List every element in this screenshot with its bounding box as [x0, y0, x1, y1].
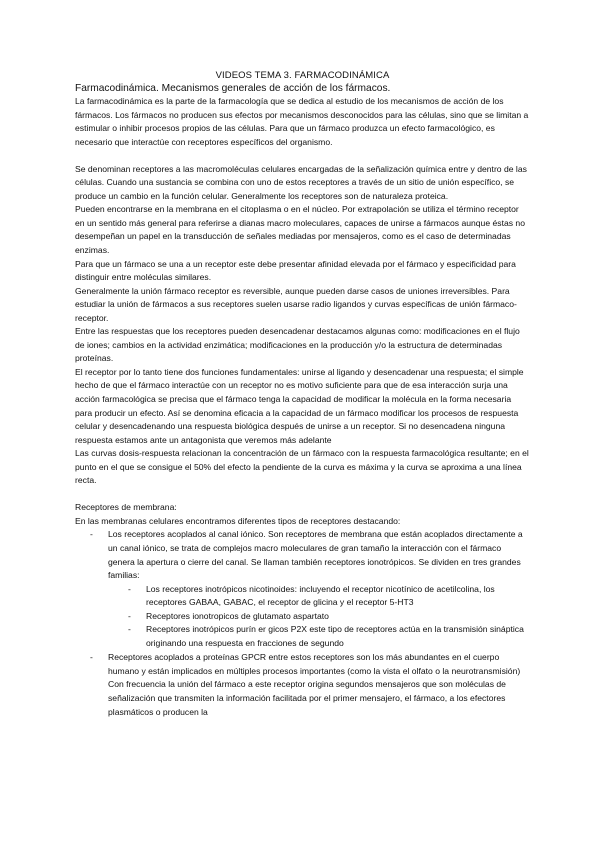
- receptor-list: [75, 528, 530, 719]
- list-item: [75, 528, 530, 582]
- list-item: [75, 651, 530, 719]
- list-item-text: Receptores acoplados a proteínas GPCR entre estos receptores son los más abundantes en el cuerpo humano y están implicados en múltiples procesos importantes (como la vista el olfato o la neurotransmisión) Con frecuencia la unión del fármaco a este receptor origina segundos mensajeros que son moléculas de señalización que transmiten la información facilitada por el primer mensajero, el fármaco, a los efectores plasmáticos o producen la: [108, 652, 521, 717]
- paragraph: Para que un fármaco se una a un receptor este debe presentar afinidad elevada por el fármaco y especificidad para distinguir entre moléculas similares.: [75, 258, 516, 283]
- bullet-dash: -: [90, 652, 93, 663]
- sub-list-item-text: Receptores ionotropicos de glutamato aspartato: [146, 610, 329, 621]
- membrane-heading: Receptores de membrana:: [75, 502, 177, 513]
- sub-list-item: [75, 623, 530, 650]
- section-subtitle: Farmacodinámica. Mecanismos generales de acción de los fármacos.: [75, 83, 391, 94]
- paragraph: Las curvas dosis-respuesta relacionan la concentración de un fármaco con la respuesta farmacológica resultante; en el punto en el que se consigue el 50% del efecto la pendiente de la curva es máxima y la curva se aproxima a una línea recta.: [75, 448, 529, 486]
- paragraph: Entre las respuestas que los receptores pueden desencadenar destacamos algunas como: modificaciones en el flujo de iones; cambios en la actividad enzimática; modificaciones en la producción y/o la estructura de determinadas proteínas.: [75, 326, 520, 364]
- spacer: [75, 488, 530, 502]
- paragraph: Se denominan receptores a las macromoléculas celulares encargadas de la señalización química entre y dentro de las células. Cuando una sustancia se combina con uno de estos receptores a través de un sitio de unión específico, se produce un cambio en la función celular. Generalmente los receptores son de naturaleza proteica.: [75, 163, 527, 201]
- bullet-dash: -: [90, 529, 93, 540]
- sub-list-item: [75, 583, 530, 610]
- membrane-intro: En las membranas celulares encontramos diferentes tipos de receptores destacando:: [75, 515, 401, 526]
- bullet-dash: -: [128, 610, 131, 621]
- paragraph: Generalmente la unión fármaco receptor es reversible, aunque pueden darse casos de uniones irreversibles. Para estudiar la unión de fármacos a sus receptores suelen usarse radio ligandos y curvas específicas de unión fármaco-receptor.: [75, 285, 517, 323]
- bullet-dash: -: [128, 624, 131, 635]
- paragraph: Pueden encontrarse en la membrana en el citoplasma o en el núcleo. Por extrapolación se utiliza el término receptor en un sentido más general para referirse a dianas macro moleculares, capaces de unirse a fármacos aunque éstas no desempeñan un papel en la transducción de señales mediadas por mensajeros, como es el caso de determinadas enzimas.: [75, 204, 525, 255]
- sub-list-item-text: Receptores inotrópicos purín er gicos P2X este tipo de receptores actúa en la transmisión sináptica originando una respuesta en fracciones de segundo: [146, 624, 524, 648]
- sub-list-item: [75, 610, 530, 624]
- paragraph: La farmacodinámica es la parte de la farmacología que se dedica al estudio de los mecanismos de acción de los fármacos. Los fármacos no producen sus efectos por mecanismos desconocidos para las células, sino que se limitan a estimular o inhibir procesos propios de las células. Para que un fármaco produzca un efecto farmacológico, es necesario que interactúe con receptores específicos del organismo.: [75, 96, 529, 147]
- page-title: VIDEOS TEMA 3. FARMACODINÁMICA: [215, 70, 390, 81]
- paragraph: El receptor por lo tanto tiene dos funciones fundamentales: unirse al ligando y desencadenar una respuesta; el simple hecho de que el fármaco interactúe con un receptor no es motivo suficiente para que de esa interacción surja una acción farmacológica se precisa que el fármaco tenga la capacidad de modificar la molécula en la forma necesaria para producir un efecto. Así se denomina eficacia a la capacidad de un fármaco modificar los procesos de respuesta celular y desencadenando una respuesta biológica después de unirse a un receptor. Si no desencadena ninguna respuesta estamos ante un antagonista que veremos más adelante: [75, 366, 524, 445]
- sub-list-item-text: Los receptores inotrópicos nicotinoides: incluyendo el receptor nicotínico de acetilcolina, los receptores GABAA, GABAC, el receptor de glicina y el receptor 5-HT3: [146, 583, 495, 608]
- bullet-dash: -: [128, 583, 131, 594]
- list-item-text: Los receptores acoplados al canal iónico. Son receptores de membrana que están acoplados directamente a un canal iónico, se trata de complejos macro moleculares de gran tamaño la interacción con el fármaco genera la apertura o cierre del canal. Se llaman también receptores ionotrópicos. Se dividen en tres grandes familias:: [108, 529, 523, 581]
- spacer: [75, 149, 530, 163]
- document-page: [75, 70, 530, 719]
